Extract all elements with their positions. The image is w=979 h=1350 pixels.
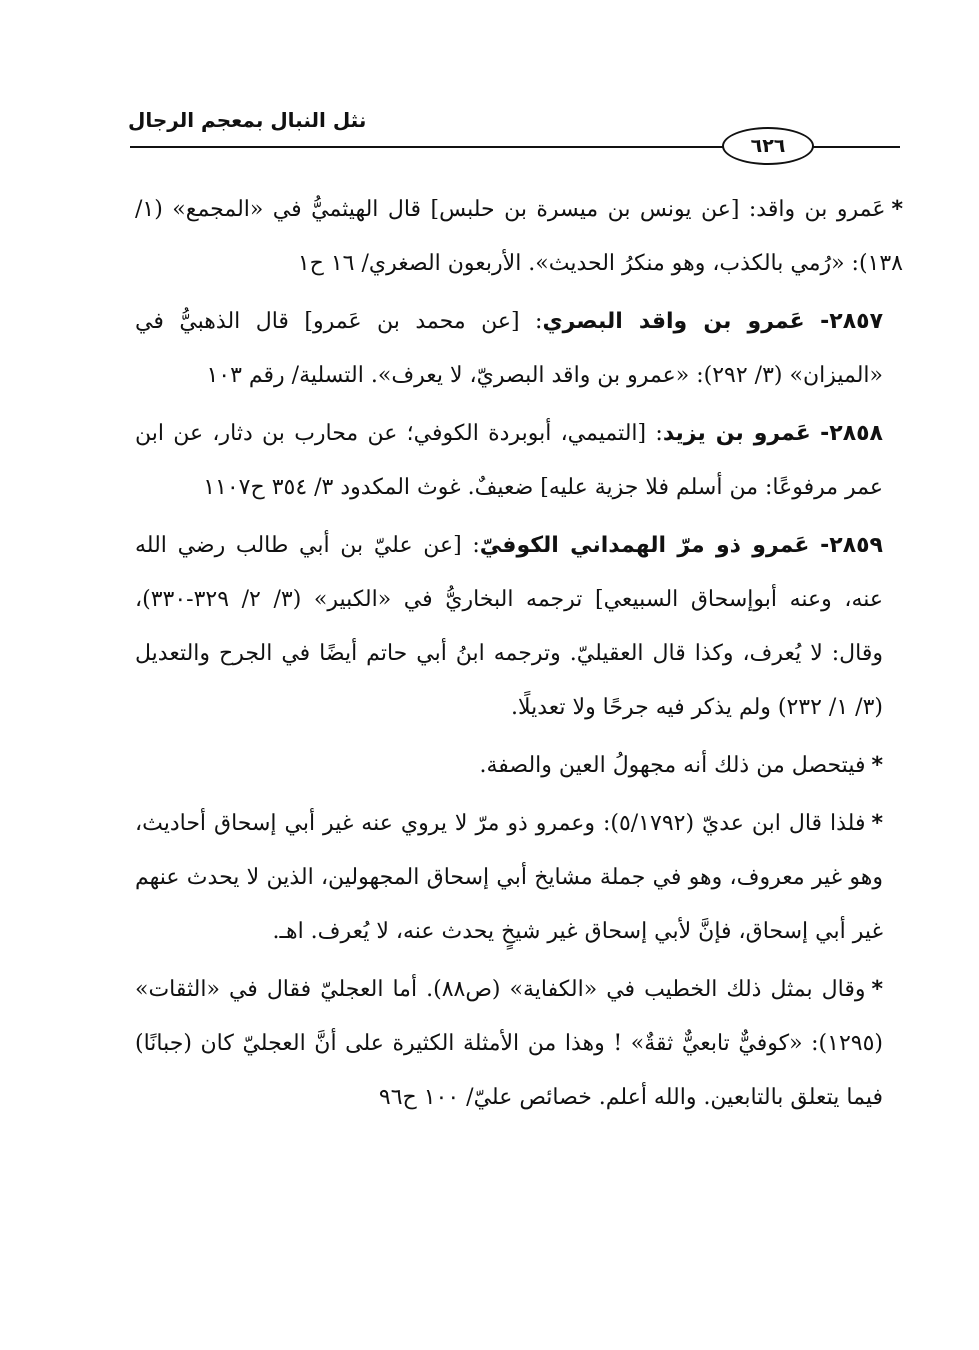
- entry-text: : [عن عليّ بن أبي طالب رضي الله عنه، وعنه أبوإسحاق السبيعي] ترجمه البخاريُّ في «الكبير» (٣/ ٢/ ٣٢٩-٣٣٠)، وقال: لا يُعرف، وكذا قال العقيليّ. وترجمه ابنُ أبي حاتم أيضًا في الجرح والتعديل (٣/ ١/ ٢٣٢) ولم يذكر فيه جرحًا ولا تعديلًا.: [135, 533, 884, 720]
- entry-name: عَمرو بن يزيد: [662, 421, 811, 446]
- star-marker: *: [871, 811, 883, 836]
- star-marker: *: [871, 753, 883, 778]
- note-conclusion: [135, 739, 903, 793]
- entry-number: ٢٨٥٨-: [820, 421, 883, 446]
- entry-number: ٢٨٥٧-: [820, 309, 883, 334]
- entry-2858: [135, 407, 903, 515]
- star-marker: *: [871, 977, 884, 1002]
- entry-amr-ibn-waqid: [135, 183, 903, 291]
- star-marker: *: [891, 197, 903, 222]
- entry-2859: [135, 519, 903, 735]
- note-text: فلذا قال ابن عديّ (٥/١٧٩٢): وعمرو ذو مرّ لا يروي عنه غير أبي إسحاق أحاديث، وهو غير معروف، وهو في جملة مشايخ أبي إسحاق المجهولين، الذين لا يحدث عنهم غير أبي إسحاق، فإنَّ لأبي إسحاق غير شيخٍ يحدث عنه، لا يُعرف. اهـ.: [135, 811, 883, 944]
- note-khatib-ijli: [135, 963, 903, 1125]
- running-title: نثل النبال بمعجم الرجال: [128, 108, 367, 132]
- page-number: ٦٢٦: [722, 127, 814, 165]
- entry-2857: [135, 295, 903, 403]
- entry-name: عَمرو ذو مرّ الهمداني الكوفيّ: [479, 533, 810, 558]
- note-ibn-adi: [135, 797, 903, 959]
- entry-text: عَمرو بن واقد: [عن يونس بن ميسرة بن حلبس] قال الهيثميُّ في «المجمع» (١/ ١٣٨): «رُمي بالكذب، وهو منكرُ الحديث». الأربعون الصغري/ ١٦ ح١: [135, 197, 903, 276]
- entry-text: : [التميمي، أبوبردة الكوفي؛ عن محارب بن دثار، عن ابن عمر مرفوعًا: من أسلم فلا جزية عليه] ضعيفٌ. غوث المكدود ٣/ ٣٥٤ ح١١٠٧: [135, 421, 883, 500]
- page-body: [135, 183, 903, 1129]
- entry-text: : [عن محمد بن عَمرو] قال الذهبيُّ في «الميزان» (٣/ ٢٩٢): «عمرو بن واقد البصريّ، لا يعرف». التسلية/ رقم ١٠٣: [135, 309, 883, 388]
- note-text: فيتحصل من ذلك أنه مجهولُ العين والصفة.: [479, 753, 866, 778]
- entry-number: ٢٨٥٩-: [820, 533, 883, 558]
- note-text: وقال بمثل ذلك الخطيب في «الكفاية» (ص٨٨). أما العجليّ فقال في «الثقات» (١٢٩٥): «كوفيٌّ تابعيٌّ ثقةٌ» ! وهذا من الأمثلة الكثيرة على أنَّ العجليّ كان (جبانًا) فيما يتعلق بالتابعين. والله أعلم. خصائص عليّ/ ١٠٠ ح٩٦: [135, 977, 883, 1110]
- entry-name: عَمرو بن واقد البصري: [542, 309, 805, 334]
